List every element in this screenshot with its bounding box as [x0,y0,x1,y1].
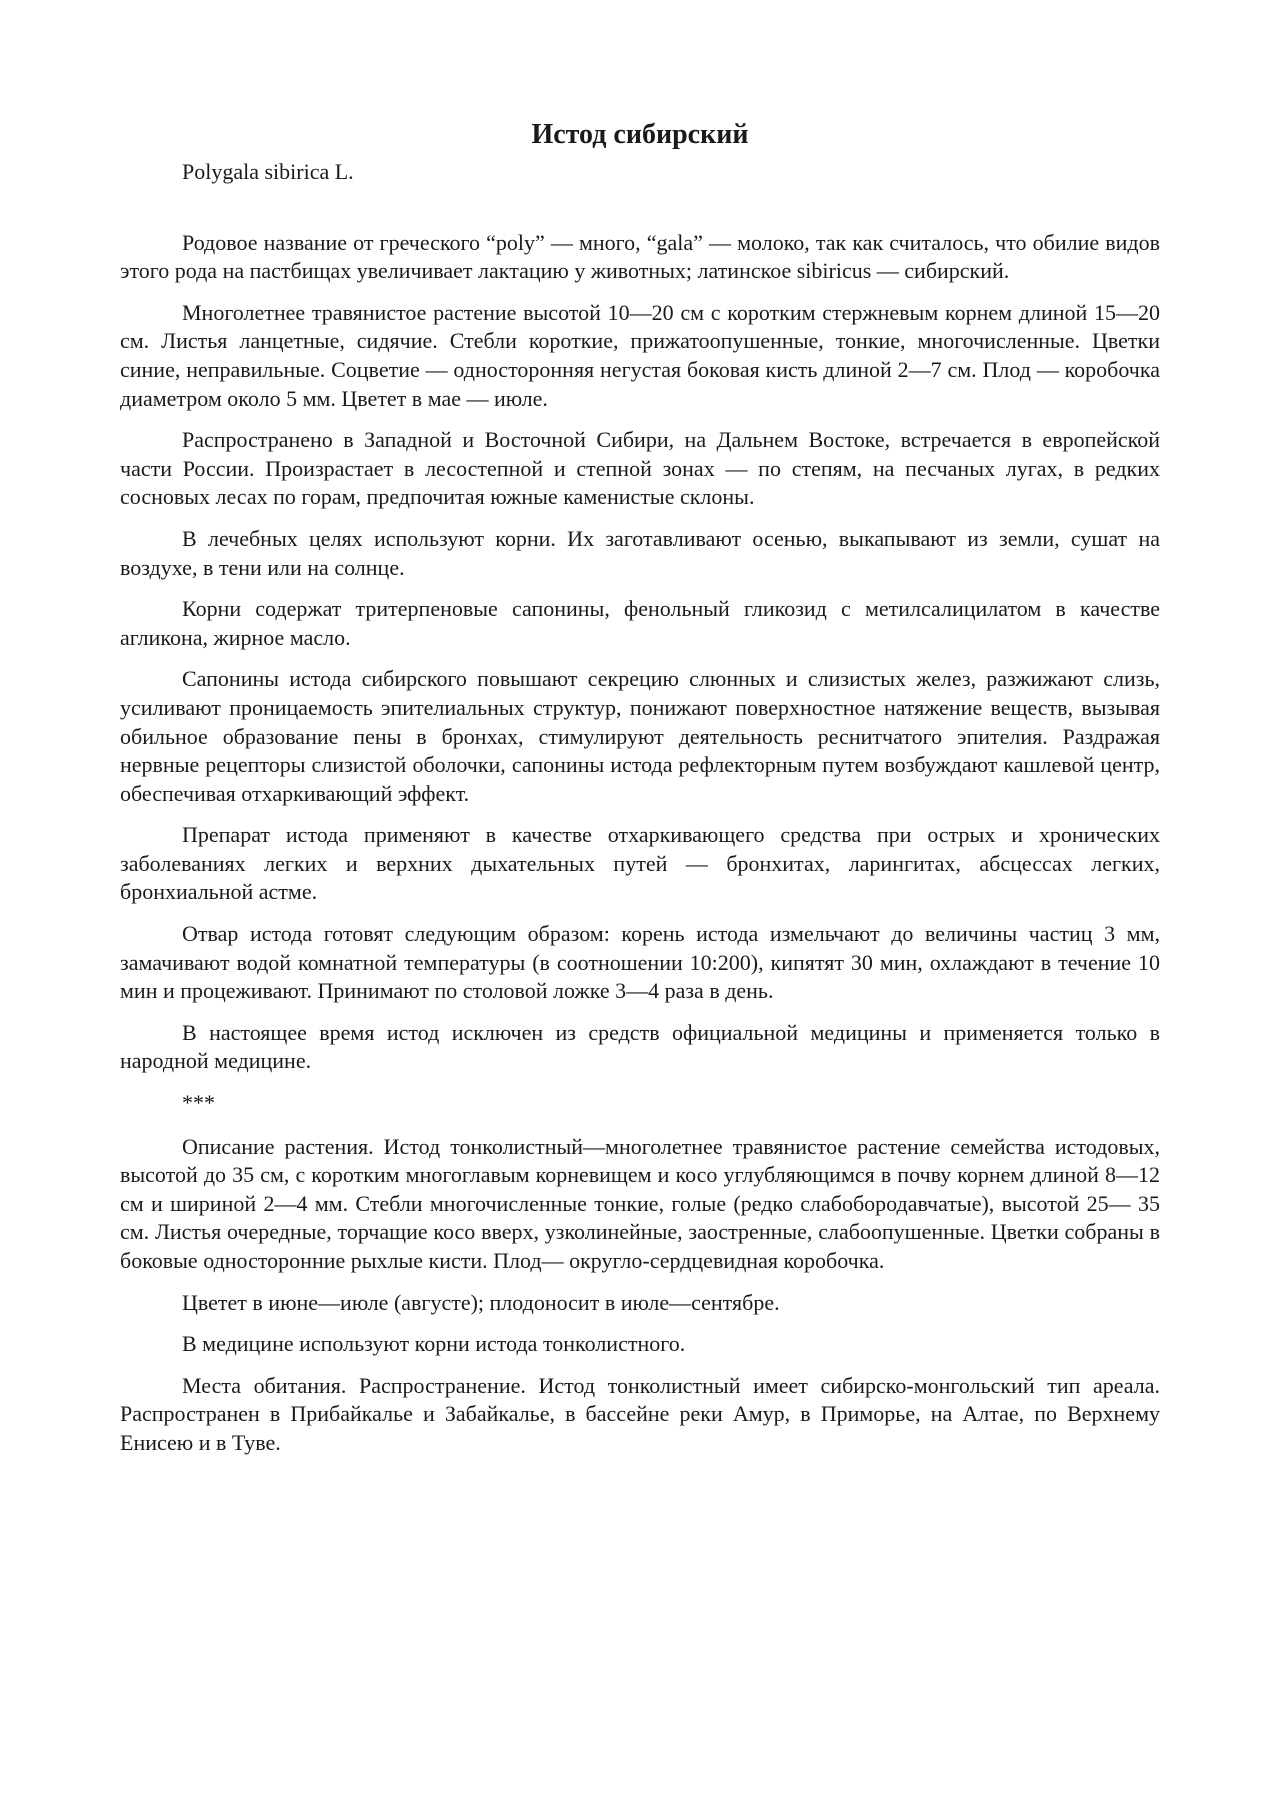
latin-name: Polygala sibirica L. [182,159,354,184]
paragraph-composition: Корни содержат тритерпеновые сапонины, фенольный гликозид с метилсалицилатом в качестве агликона, жирное масло. [120,596,1160,650]
paragraph-distribution: Распространено в Западной и Восточной Сибири, на Дальнем Востоке, встречается в европейской части России. Произрастает в лесостепной и степной зонах — по степям, на песчаных лугах, в редких сосновых лесах по горам, предпочитая южные каменистые склоны. [120,427,1160,510]
paragraph-flowering: Цветет в июне—июле (августе); плодоносит в июле—сентябре. [182,1289,780,1315]
paragraph-action: Сапонины истода сибирского повышают секрецию слюнных и слизистых желез, разжижают слизь, усиливают проницаемость эпителиальных структур, понижают поверхностное натяжение веществ, вызывая обильное образование пены в бронхах, стимулируют деятельность реснитчатого эпителия. Раздражая нервные рецепторы слизистой оболочки, сапонины истода рефлекторным путем возбуждают кашлевой центр, обеспечивая отхаркивающий эффект. [120,666,1160,806]
section-separator: *** [182,1090,215,1116]
paragraph-plant-description: Описание растения. Истод тонколистный—многолетнее травянистое растение семейства истодовых, высотой до 35 см, с коротким многоглавым корневищем и косо углубляющимся в почву корнем длиной 8—12 см и шириной 2—4 мм. Стебли многочисленные тонкие, голые (редко слабобородавчатые), высотой 25— 35 см. Листья очередные, торчащие косо вверх, узколинейные, заостренные, слабоопушенные. Цветки собраны в боковые односторонние рыхлые кисти. Плод— округло-сердцевидная коробочка. [120,1133,1160,1273]
document-page [120,118,1160,1471]
document-title: Истод сибирский [531,119,749,150]
paragraph-habitat: Места обитания. Распространение. Истод тонколистный имеет сибирско-монгольский тип ареала. Распространен в Прибайкалье и Забайкалье, в бассейне реки Амур, в Приморье, на Алтае, по Верхнему Енисею и в Туве. [120,1372,1160,1455]
paragraph-medical-use: В медицине используют корни истода тонколистного. [182,1331,686,1357]
paragraph-harvesting: В лечебных целях используют корни. Их заготавливают осенью, выкапывают из земли, сушат на воздухе, в тени или на солнце. [120,525,1160,580]
paragraph-etymology: Родовое название от греческого “poly” — много, “gala” — молоко, так как считалось, что обилие видов этого рода на пастбищах увеличивает лактацию у животных; латинское sibiricus — сибирский. [120,229,1160,284]
paragraph-description: Многолетнее травянистое растение высотой 10—20 см с коротким стержневым корнем длиной 15—20 см. Листья ланцетные, сидячие. Стебли короткие, прижатоопушенные, тонкие, многочисленные. Цветки синие, неправильные. Соцветие — односторонняя негустая боковая кисть длиной 2—7 см. Плод — коробочка диаметром около 5 мм. Цветет в мае — июле. [120,299,1160,411]
paragraph-current-status: В настоящее время истод исключен из средств официальной медицины и применяется только в народной медицине. [120,1019,1160,1074]
paragraph-application: Препарат истода применяют в качестве отхаркивающего средства при острых и хронических заболеваниях легких и верхних дыхательных путей — бронхитах, ларингитах, абсцессах легких, бронхиальной астме. [120,822,1160,905]
paragraph-decoction: Отвар истода готовят следующим образом: корень истода измельчают до величины частиц 3 мм, замачивают водой комнатной температуры (в соотношении 10:200), кипятят 30 мин, охлаждают в течение 10 мин и процеживают. Принимают по столовой ложке 3—4 раза в день. [120,921,1160,1004]
